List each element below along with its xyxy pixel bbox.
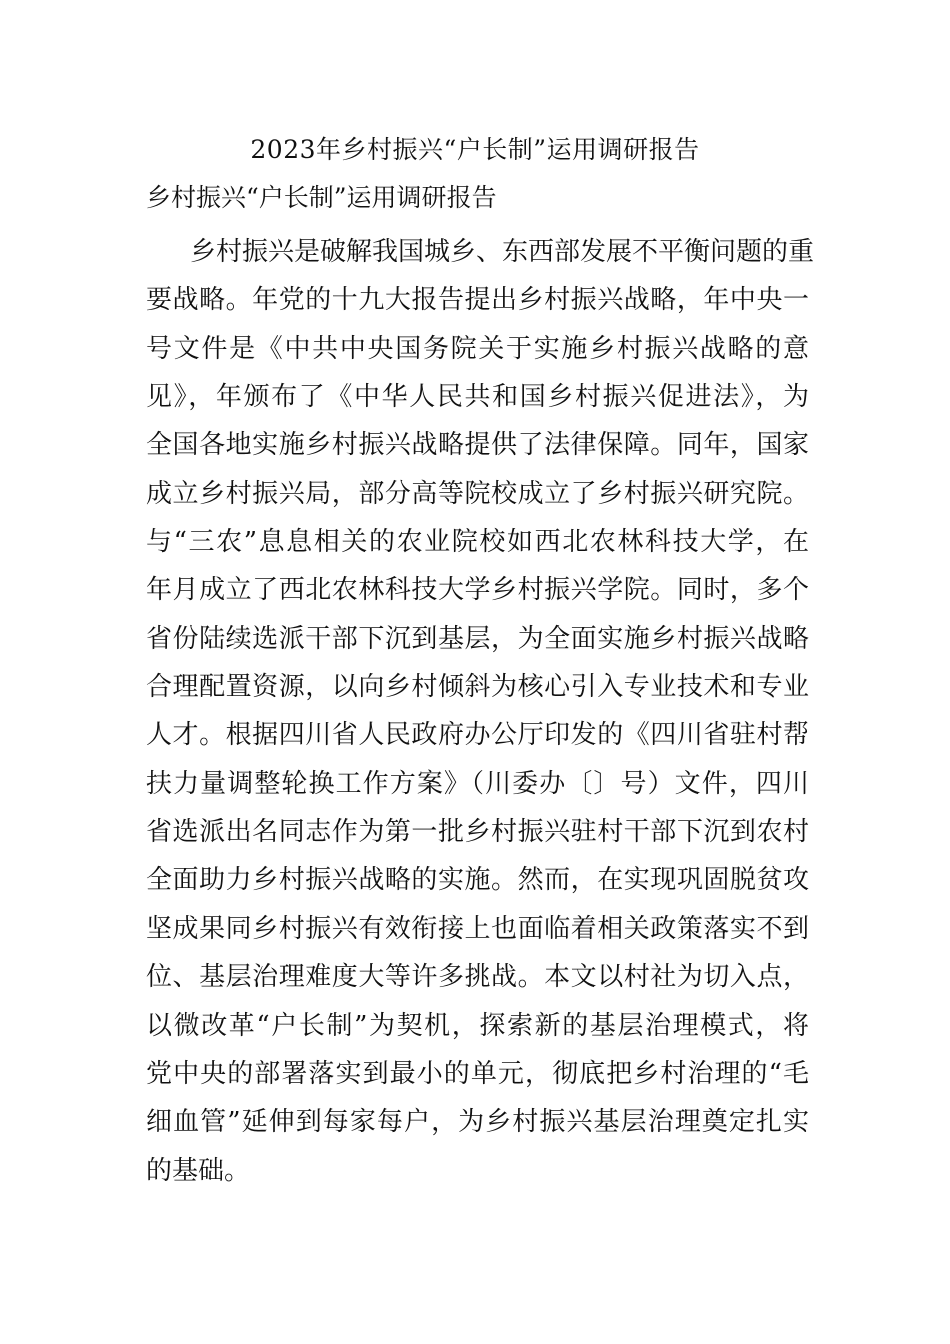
document-title: 2023年乡村振兴“户长制”运用调研报告 (250, 135, 700, 164)
paragraph-line: 省选派出名同志作为第一批乡村振兴驻村干部下沉到农村 (146, 817, 809, 848)
paragraph-line: 细血管”延伸到每家每户，为乡村振兴基层治理奠定扎实 (146, 1107, 809, 1138)
body-paragraph (146, 228, 815, 1195)
paragraph-line: 党中央的部署落实到最小的单元，彻底把乡村治理的“毛 (146, 1058, 809, 1089)
paragraph-line: 扶力量调整轮换工作方案》（川委办〔〕号）文件，四川 (146, 768, 809, 799)
paragraph-line: 位、基层治理难度大等许多挑战。本文以村社为切入点， (146, 962, 809, 993)
paragraph-line: 乡村振兴是破解我国城乡、东西部发展不平衡问题的重 (190, 237, 815, 267)
paragraph-line: 合理配置资源，以向乡村倾斜为核心引入专业技术和专业 (146, 672, 809, 703)
paragraph-line: 见》，年颁布了《中华人民共和国乡村振兴促进法》，为 (146, 382, 809, 413)
paragraph-line: 要战略。年党的十九大报告提出乡村振兴战略，年中央一 (146, 285, 809, 316)
paragraph-line: 全面助力乡村振兴战略的实施。然而，在实现巩固脱贫攻 (146, 865, 809, 896)
paragraph-line: 成立乡村振兴局，部分高等院校成立了乡村振兴研究院。 (146, 478, 809, 509)
paragraph-line: 号文件是《中共中央国务院关于实施乡村振兴战略的意 (146, 333, 809, 364)
paragraph-line: 坚成果同乡村振兴有效衔接上也面临着相关政策落实不到 (146, 913, 809, 944)
paragraph-line: 与“三农”息息相关的农业院校如西北农林科技大学，在 (146, 527, 809, 558)
document-subtitle: 乡村振兴“户长制”运用调研报告 (146, 183, 497, 212)
paragraph-line: 的基础。 (146, 1155, 251, 1186)
paragraph-line: 以微改革“户长制”为契机，探索新的基层治理模式，将 (146, 1010, 809, 1041)
paragraph-line: 年月成立了西北农林科技大学乡村振兴学院。同时，多个 (146, 575, 809, 606)
paragraph-line: 人才。根据四川省人民政府办公厅印发的《四川省驻村帮 (146, 720, 809, 751)
paragraph-line: 省份陆续选派干部下沉到基层，为全面实施乡村振兴战略 (146, 623, 809, 654)
paragraph-line: 全国各地实施乡村振兴战略提供了法律保障。同年，国家 (146, 430, 809, 461)
